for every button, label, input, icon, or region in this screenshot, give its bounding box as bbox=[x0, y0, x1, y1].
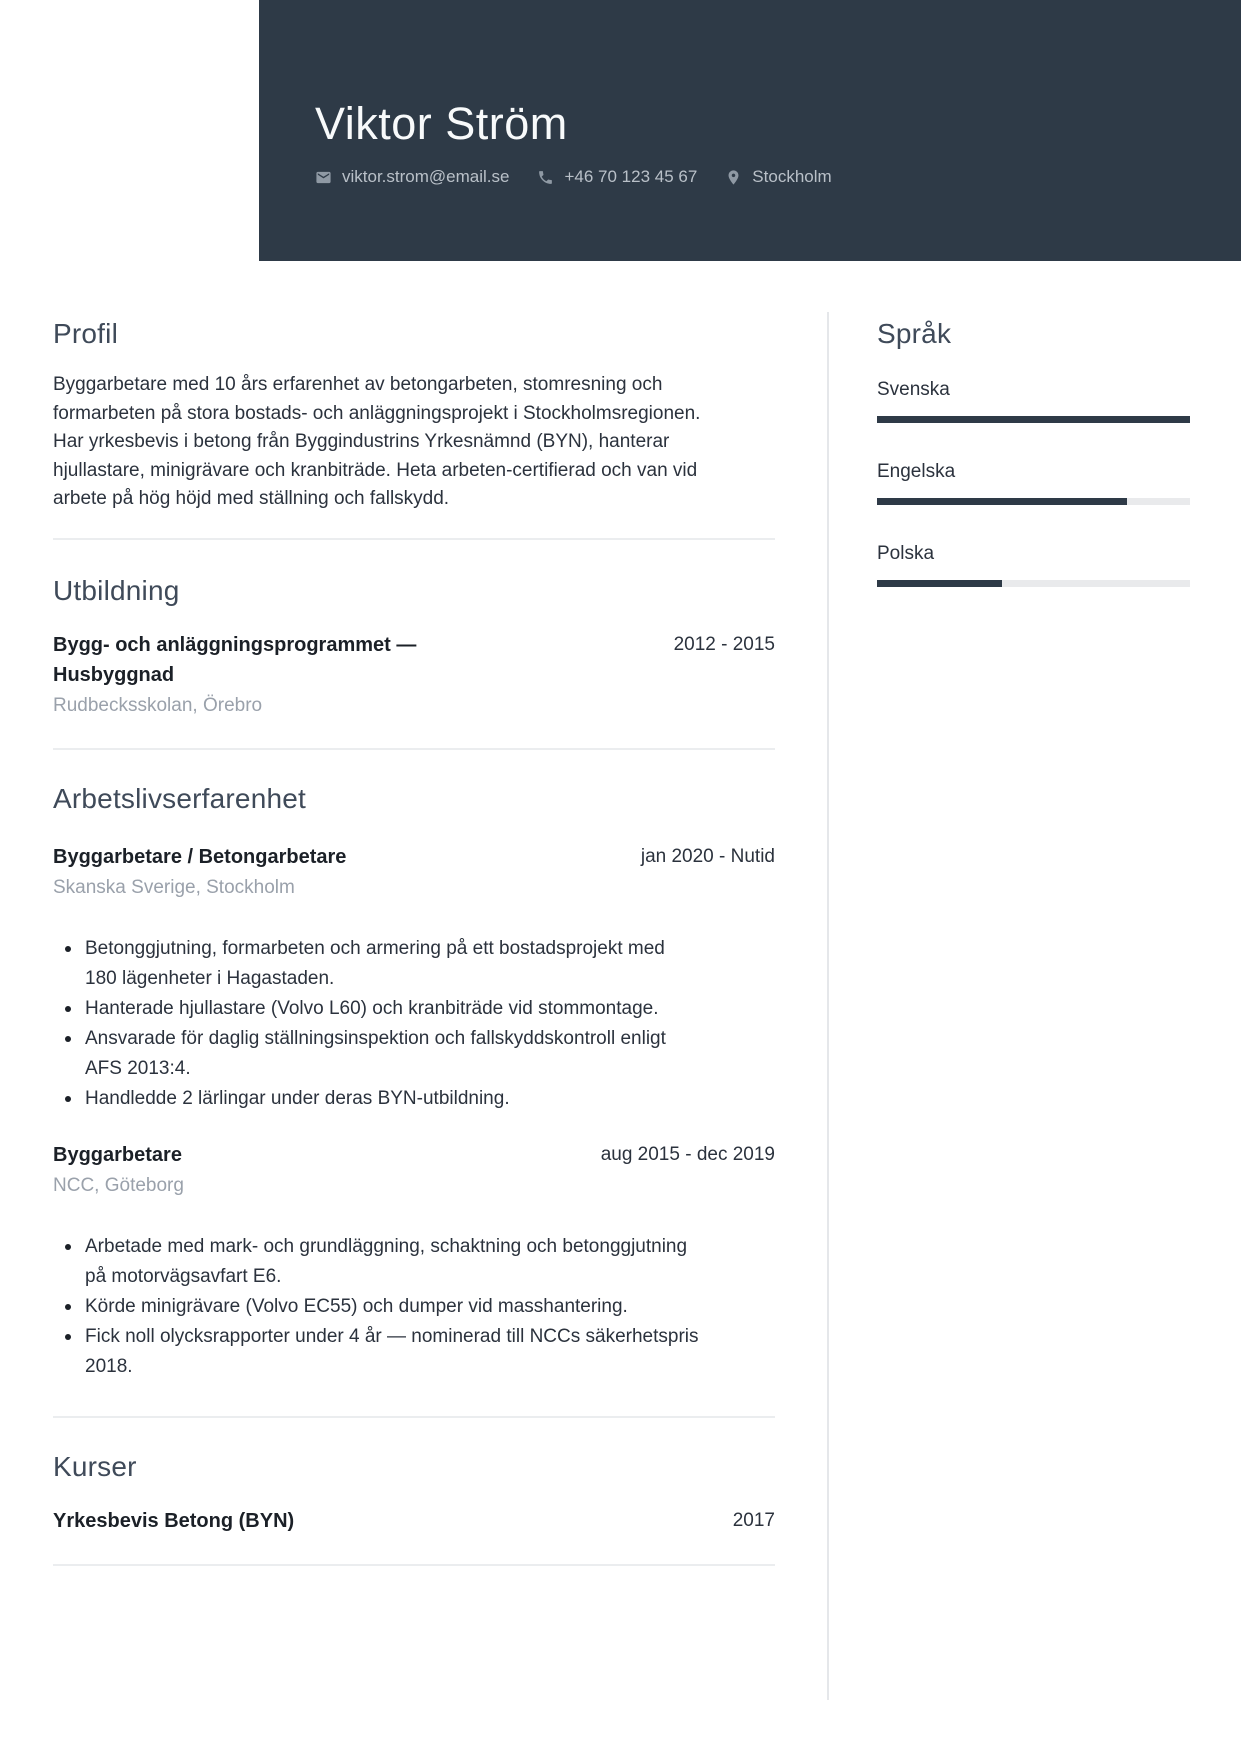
language-level-fill bbox=[877, 498, 1127, 505]
section-heading-arbetslivserfarenhet: Arbetslivserfarenhet bbox=[53, 782, 307, 814]
section-heading-sprak: Språk bbox=[877, 318, 952, 349]
language-item bbox=[877, 377, 1190, 423]
language-label: Polska bbox=[877, 543, 935, 564]
contact-row bbox=[315, 167, 1241, 187]
language-level-bar bbox=[877, 580, 1190, 587]
job-bullet: Arbetade med mark- och grundläggning, schaktning och betonggjutning på motorvägsavfart E6. bbox=[53, 1232, 701, 1292]
contact-email-text: viktor.strom@email.se bbox=[342, 167, 510, 186]
contact-phone bbox=[537, 167, 697, 187]
column-divider bbox=[827, 312, 829, 1700]
education-title: Bygg- och anläggningsprogrammet — Husbyggnad bbox=[53, 633, 417, 686]
job-dates: jan 2020 - Nutid bbox=[640, 845, 775, 867]
job-header bbox=[53, 842, 775, 872]
contact-location-text: Stockholm bbox=[752, 167, 832, 186]
course-title: Yrkesbevis Betong (BYN) bbox=[53, 1509, 295, 1532]
education-entry bbox=[53, 630, 775, 720]
section-heading-profil: Profil bbox=[53, 318, 118, 349]
language-item bbox=[877, 541, 1190, 587]
job-title: Byggarbetare / Betongarbetare bbox=[53, 845, 347, 868]
job-bullet: Fick noll olycksrapporter under 4 år — nominerad till NCCs säkerhetspris 2018. bbox=[53, 1322, 701, 1382]
education-dates: 2012 - 2015 bbox=[673, 633, 775, 655]
job-dates: aug 2015 - dec 2019 bbox=[600, 1143, 775, 1165]
job-bullet: Hanterade hjullastare (Volvo L60) och kranbiträde vid stommontage. bbox=[53, 994, 701, 1024]
job-company: NCC, Göteborg bbox=[53, 1174, 184, 1196]
section-heading-kurser: Kurser bbox=[53, 1450, 137, 1482]
job-entry bbox=[53, 842, 775, 1114]
course-entry bbox=[53, 1506, 775, 1536]
contact-phone-text: +46 70 123 45 67 bbox=[564, 167, 698, 186]
language-level-bar bbox=[877, 416, 1190, 423]
course-dates: 2017 bbox=[732, 1509, 775, 1531]
contact-location bbox=[725, 167, 831, 187]
section-divider bbox=[53, 748, 775, 750]
job-bullet: Handledde 2 lärlingar under deras BYN-utbildning. bbox=[53, 1084, 701, 1114]
education-entry-main bbox=[53, 630, 473, 720]
section-divider bbox=[53, 1564, 775, 1566]
phone-icon bbox=[537, 169, 554, 186]
section-divider bbox=[53, 538, 775, 540]
main-column bbox=[53, 261, 775, 1566]
profile-text: Byggarbetare med 10 års erfarenhet av betongarbeten, stomresning och formarbeten på stora bostads- och anläggningsprojekt i Stockholmsregionen. Har yrkesbevis i betong från Byggindustrins Yrkesnämnd (BYN), hanterar hjullastare, minigrävare och kranbiträde. Heta arbeten-certifierad och van vid arbete på hög höjd med ställning och fallskydd. bbox=[53, 374, 701, 509]
job-bullet: Ansvarade för daglig ställningsinspektion och fallskyddskontroll enligt AFS 2013:4. bbox=[53, 1024, 701, 1084]
contact-email bbox=[315, 167, 509, 187]
language-item bbox=[877, 459, 1190, 505]
education-school: Rudbecksskolan, Örebro bbox=[53, 694, 263, 716]
job-title: Byggarbetare bbox=[53, 1143, 182, 1166]
person-name: Viktor Ström bbox=[315, 98, 568, 149]
job-bullet: Körde minigrävare (Volvo EC55) och dumper vid masshantering. bbox=[53, 1292, 701, 1322]
language-label: Svenska bbox=[877, 379, 950, 400]
job-entry bbox=[53, 1140, 775, 1382]
language-level-fill bbox=[877, 580, 1002, 587]
job-company: Skanska Sverige, Stockholm bbox=[53, 876, 295, 898]
job-bullet-list bbox=[53, 934, 775, 1114]
job-header bbox=[53, 1140, 775, 1170]
job-bullet: Betonggjutning, formarbeten och armering på ett bostadsprojekt med 180 lägenheter i Hagastaden. bbox=[53, 934, 701, 994]
language-level-bar bbox=[877, 498, 1190, 505]
job-bullet-list bbox=[53, 1232, 775, 1382]
header bbox=[259, 0, 1241, 261]
email-icon bbox=[315, 169, 332, 186]
sidebar bbox=[877, 261, 1190, 587]
section-heading-utbildning: Utbildning bbox=[53, 574, 180, 606]
language-level-fill bbox=[877, 416, 1190, 423]
language-label: Engelska bbox=[877, 461, 956, 482]
section-divider bbox=[53, 1416, 775, 1418]
location-icon bbox=[725, 169, 742, 186]
